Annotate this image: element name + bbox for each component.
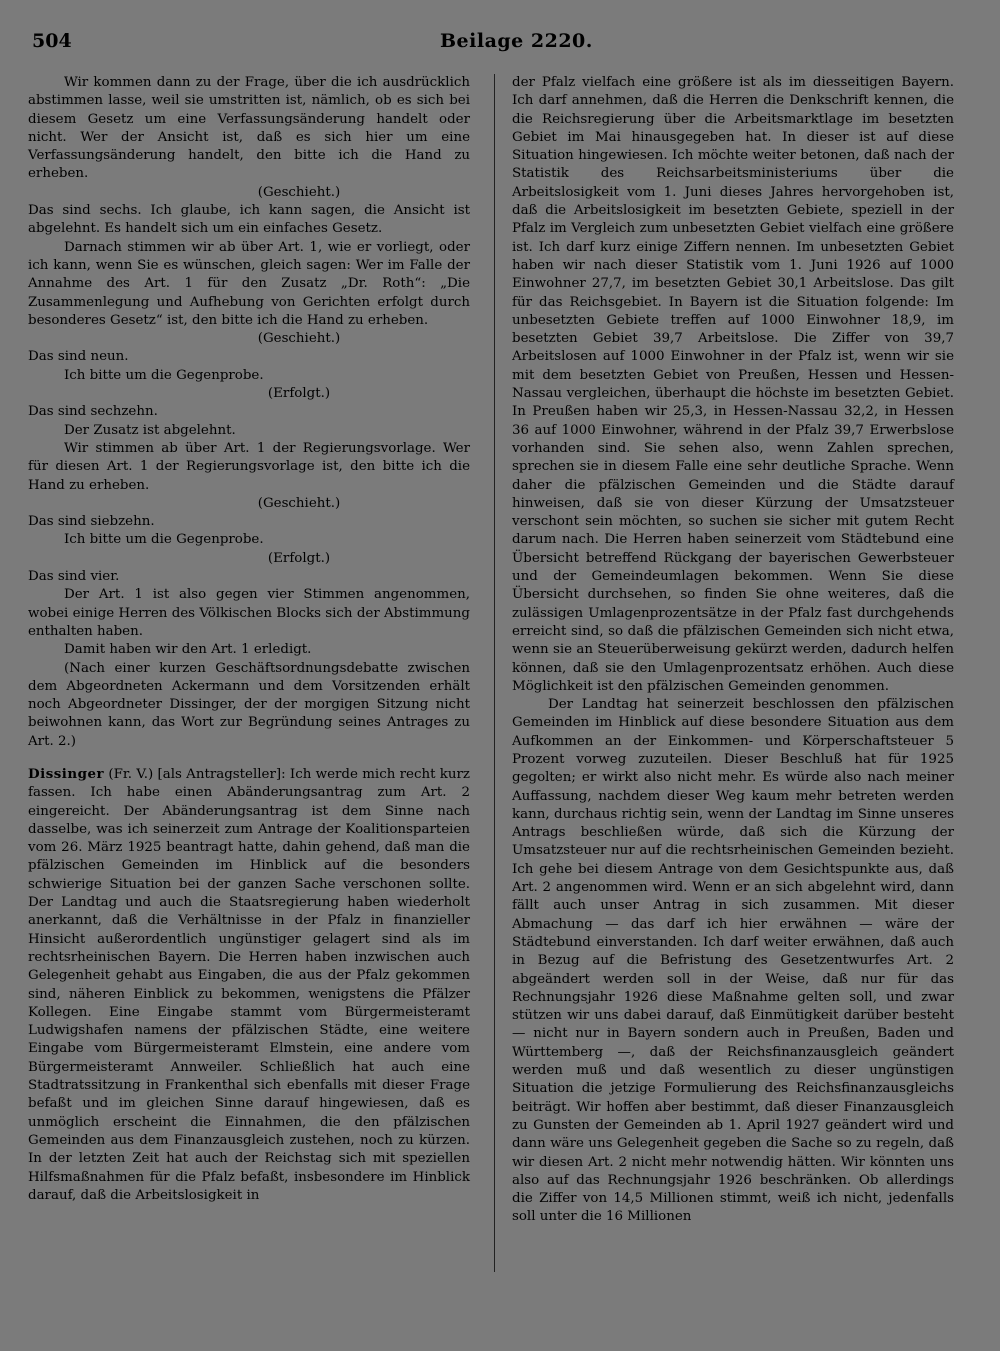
paragraph-text: (Geschieht.) xyxy=(257,331,341,347)
paragraph-text: Das sind siebzehn. xyxy=(28,514,155,530)
paragraph-text: Wir stimmen ab über Art. 1 der Regierungsvorlage. Wer für diesen Art. 1 der Regierungsvorlage ist, den bitte ich die Hand zu erheben. xyxy=(28,440,470,493)
right-column xyxy=(512,74,954,1227)
paragraph-text: Das sind vier. xyxy=(28,569,120,585)
left-column xyxy=(28,74,470,1205)
paragraph xyxy=(28,422,470,440)
paragraph-text: Das sind sechs. Ich glaube, ich kann sagen, die Ansicht ist abgelehnt. Es handelt sich um ein einfaches Gesetz. xyxy=(28,203,470,237)
paragraph xyxy=(28,660,470,751)
paragraph xyxy=(28,586,470,641)
paragraph xyxy=(28,202,470,239)
paragraph xyxy=(28,513,470,531)
paragraph-text: (Erfolgt.) xyxy=(267,550,331,566)
stage-direction xyxy=(28,184,470,202)
stage-direction xyxy=(28,330,470,348)
paragraph-text: (Erfolgt.) xyxy=(267,386,331,402)
paragraph-text: Damit haben wir den Art. 1 erledigt. xyxy=(64,642,312,658)
paragraph-text: (Nach einer kurzen Geschäftsordnungsdebatte zwischen dem Abgeordneten Ackermann und dem Vorsitzenden erhält noch Abgeordneter Dissinger, der der morgigen Sitzung nicht beiwohnen kann, das Wort zur Begründung seines Antrages zu Art. 2.) xyxy=(28,660,470,749)
paragraph-text: Ich bitte um die Gegenprobe. xyxy=(64,532,264,548)
paragraph-text: Das sind sechzehn. xyxy=(28,404,158,420)
paragraph-text: Der Zusatz ist abgelehnt. xyxy=(64,422,236,438)
paragraph xyxy=(28,367,470,385)
paragraph-text: Darnach stimmen wir ab über Art. 1, wie er vorliegt, oder ich kann, wenn Sie es wünschen, gleich sagen: Wer im Falle der Annahme des Art. 1 für den Zusatz „Dr. Roth“: „Die Zusammenlegung und Aufhebung von Gerichten erfolgt durch besonderes Gesetz“ ist, den bitte ich die Hand zu erheben. xyxy=(28,239,470,328)
page-number: 504 xyxy=(32,30,72,52)
paragraph-text: Wir kommen dann zu der Frage, über die ich ausdrücklich abstimmen lasse, weil sie umstritten ist, nämlich, ob es sich bei diesem Gesetz um eine Verfassungsänderung handelt oder nicht. Wer der Ansicht ist, daß es sich hier um eine Verfassungsänderung handelt, den bitte ich die Hand zu erheben. xyxy=(28,75,470,182)
paragraph-text: (Fr. V.) [als Antragsteller]: Ich werde mich recht kurz fassen. Ich habe einen Abänderungsantrag zum Art. 2 eingereicht. Der Abänderungsantrag ist dem Sinne nach dasselbe, was ich seinerzeit zum Antrage der Koalitionsparteien vom 26. März 1925 beantragt hatte, dahin gehend, daß man die pfälzischen Gemeinden im Hinblick auf die besonders schwierige Situation bei der ganzen Sache verschonen sollte. Der Landtag und auch die Staatsregierung haben wiederholt anerkannt, daß die Verhältnisse in der Pfalz in finanzieller Hinsicht außerordentlich ungünstiger gelagert sind als im rechtsrheinischen Bayern. Die Herren haben inzwischen auch Gelegenheit gehabt aus Eingaben, die aus der Pfalz gekommen sind, näheren Einblick zu bekommen, wenigstens die Pfälzer Kollegen. Eine Eingabe stammt vom Bürgermeisteramt Ludwigshafen namens der pfälzischen Städte, eine weitere Eingabe vom Bürgermeisteramt Elmstein, eine andere vom Bürgermeisteramt Annweiler. Schließlich hat auch eine Stadtratssitzung in Frankenthal sich ebenfalls mit dieser Frage befaßt und im gleichen Sinne darauf hingewiesen, daß es unmöglich erscheint die Einnahmen, die den pfälzischen Gemeinden aus dem Finanzausgleich zustehen, noch zu kürzen. In der letzten Zeit hat auch der Reichstag sich mit speziellen Hilfsmaßnahmen für die Pfalz befaßt, insbesondere im Hinblick darauf, daß die Arbeitslosigkeit in xyxy=(28,766,470,1203)
paragraph xyxy=(28,348,470,366)
page-header xyxy=(32,30,960,60)
speaker-name: Dissinger xyxy=(28,765,105,782)
paragraph xyxy=(512,696,954,1227)
paragraph xyxy=(28,239,470,330)
paragraph-text: Der Art. 1 ist also gegen vier Stimmen angenommen, wobei einige Herren des Völkischen Blocks sich der Abstimmung enthalten haben. xyxy=(28,587,470,639)
column-divider xyxy=(494,74,495,1272)
stage-direction xyxy=(28,550,470,568)
paragraph-text: (Geschieht.) xyxy=(257,184,341,200)
stage-direction xyxy=(28,385,470,403)
paragraph-text: Das sind neun. xyxy=(28,349,129,365)
paragraph xyxy=(28,765,470,1205)
paragraph xyxy=(28,641,470,659)
paragraph-text: Der Landtag hat seinerzeit beschlossen den pfälzischen Gemeinden im Hinblick auf diese besondere Situation aus dem Aufkommen an der Einkommen- und Körperschaftsteuer 5 Prozent vorweg zuzuteilen. Dieser Beschluß hat für 1925 gegolten; er wirkt also nicht mehr. Es würde also nach meiner Auffassung, nachdem dieser Weg kaum mehr betreten werden kann, durchaus richtig sein, wenn der Landtag im Sinne unseres Antrags beschließen würde, daß sich die Kürzung der Umsatzsteuer nur auf die rechtsrheinischen Gemeinden bezieht. Ich gehe bei diesem Antrage von dem Gesichtspunkte aus, daß Art. 2 angenommen wird. Wenn er an sich abgelehnt wird, dann fällt auch unser Antrag in sich zusammen. Mit dieser Abmachung — das darf ich hier erwähnen — wäre der Städtebund einverstanden. Ich darf weiter erwähnen, daß auch in Bezug auf die Befristung des Gesetzentwurfes Art. 2 abgeändert werden soll in der Weise, daß nur für das Rechnungsjahr 1926 diese Maßnahme gelten soll, und zwar stützen wir uns dabei darauf, daß Einmütigkeit darüber besteht — nicht nur in Bayern sondern auch in Preußen, Baden und Württemberg —, daß der Reichsfinanzausgleich geändert werden muß und daß wesentlich zu dieser ungünstigen Situation die jetzige Formulierung des Reichsfinanzausgleichs beiträgt. Wir hoffen aber bestimmt, daß dieser Finanzausgleich zu Gunsten der Gemeinden ab 1. April 1927 geändert wird und dann wäre uns Gelegenheit gegeben die Sache so zu regeln, daß wir diesen Art. 2 nicht mehr notwendig hätten. Wir könnten uns also auf das Rechnungsjahr 1926 beschränken. Ob allerdings die Ziffer von 14,5 Millionen stimmt, weiß ich nicht, jedenfalls soll unter die 16 Millionen xyxy=(512,697,954,1225)
paragraph-text: der Pfalz vielfach eine größere ist als im diesseitigen Bayern. Ich darf annehmen, daß die Herren die Denkschrift kennen, die die Reichsregierung über die Arbeitsmarktlage im besetzten Gebiet im Mai hinausgegeben hat. In dieser ist auf diese Situation hingewiesen. Ich möchte weiter betonen, daß nach der Statistik des Reichsarbeitsministeriums über die Arbeitslosigkeit vom 1. Juni dieses Jahres hervorgehoben ist, daß die Arbeitslosigkeit im besetzten Gebiete, speziell in der Pfalz im Vergleich zum unbesetzten Gebiet vielfach eine größere ist. Ich darf kurz einige Ziffern nennen. Im unbesetzten Gebiet haben wir nach dieser Statistik vom 1. Juni 1926 auf 1000 Einwohner 27,7, im besetzten Gebiet 30,1 Arbeitslose. Das gilt für das Reichsgebiet. In Bayern ist die Situation folgende: Im unbesetzten Gebiete treffen auf 1000 Einwohner 18,9, im besetzten Gebiet 39,7 Arbeitslose. Die Ziffer von 39,7 Arbeitslosen auf 1000 Einwohner in der Pfalz ist, wenn wir sie mit dem besetzten Gebiet von Preußen, Hessen und Hessen-Nassau vergleichen, überhaupt die höchste im besetzten Gebiet. In Preußen haben wir 25,3, in Hessen-Nassau 32,2, in Hessen 36 auf 1000 Einwohner, während in der Pfalz 39,7 Erwerbslose vorhanden sind. Sie sehen also, wenn Zahlen sprechen, sprechen sie in diesem Falle eine sehr deutliche Sprache. Wenn daher die pfälzischen Gemeinden und die Städte darauf hinweisen, daß sie von dieser Kürzung der Umsatzsteuer verschont sein möchten, so suchen sie sicher mit gutem Recht darum nach. Die Herren haben seinerzeit vom Städtebund eine Übersicht betreffend Rückgang der bayerischen Gewerbsteuer und der Gemeindeumlagen bekommen. Wenn Sie diese Übersicht durchsehen, so finden Sie ohne weiteres, daß die zulässigen Umlagenprozentsätze in der Pfalz fast durchgehends erreicht sind, so daß die pfälzischen Gemeinden sich nicht etwa, wenn sie an Steuerüberweisung gekürzt werden, dadurch helfen können, daß sie den Umlagenprozentsatz erhöhen. Auch diese Möglichkeit ist den pfälzischen Gemeinden genommen. xyxy=(512,75,954,694)
paragraph xyxy=(28,403,470,421)
paragraph xyxy=(28,74,470,184)
paragraph-text: Ich bitte um die Gegenprobe. xyxy=(64,367,264,383)
stage-direction xyxy=(28,495,470,513)
running-head: Beilage 2220. xyxy=(440,30,593,52)
paragraph xyxy=(28,568,470,586)
paragraph-text: (Geschieht.) xyxy=(257,495,341,511)
paragraph xyxy=(28,531,470,549)
paragraph xyxy=(512,74,954,696)
paragraph xyxy=(28,440,470,495)
